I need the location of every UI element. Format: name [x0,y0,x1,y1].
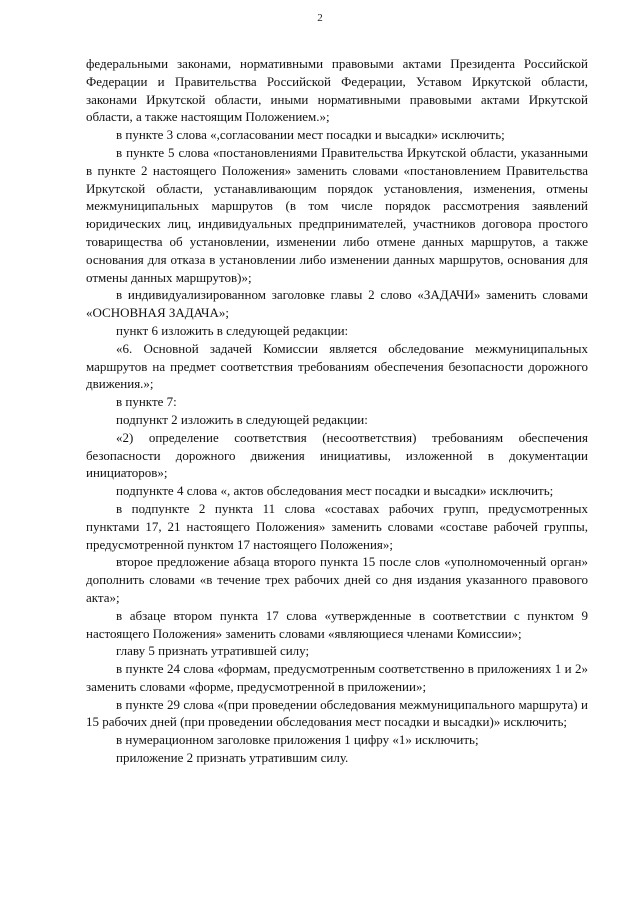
paragraph-point-15: второе предложение абзаца второго пункта 15 после слов «уполномоченный орган» дополнить словами «в течение трех рабочих дней со дня издания указанного правового акта»; [86,554,588,605]
paragraph-point-7-intro: в пункте 7: [116,394,177,410]
paragraph-point-11: в подпункте 2 пункта 11 слова «составах рабочих групп, предусмотренных пунктами 17, 21 настоящего Положения» заменить словами «составе рабочей группы, предусмотренной пунктом 17 настоящего Положения»; [86,500,588,552]
paragraph-chapter-2-heading: в индивидуализированном заголовке главы 2 слово «ЗАДАЧИ» заменить словами «ОСНОВНАЯ ЗАДАЧА»; [86,287,588,321]
paragraph-chapter-5: главу 5 признать утратившей силу; [116,643,310,659]
paragraph-point-6-text: «6. Основной задачей Комиссии является обследование межмуниципальных маршрутов на предмет соответствия требованиям обеспечения безопасности дорожного движения.»; [86,340,588,392]
document-body [86,55,588,767]
paragraph-point-5: в пункте 5 слова «постановлениями Правительства Иркутской области, указанными в пункте 2 настоящего Положения» заменить словами «постановлением Правительства Иркутской области, устанавливающим порядок установления, изменения, отмены межмуниципальных маршрутов (в том числе порядок рассмотрения заявлений юридических лиц, индивидуальных предпринимателей, участников договора простого товарищества об установлении, изменении либо отмене данных маршрутов, а также основания для отказа в установлении либо изменении данных маршрутов, основания для отмены данных маршрутов)»; [86,144,588,285]
paragraph-appendix-2: приложение 2 признать утратившим силу. [116,750,349,766]
page-number: 2 [317,12,323,24]
paragraph-point-29: в пункте 29 слова «(при проведении обследования межмуниципального маршрута) и 15 рабочих дней (при проведении обследования мест посадки и высадки)» исключить; [86,696,588,730]
paragraph-point-17: в абзаце втором пункта 17 слова «утвержденные в соответствии с пунктом 9 настоящего Положения» заменить словами «являющиеся членами Комиссии»; [86,607,588,641]
paragraph-appendix-1: в нумерационном заголовке приложения 1 цифру «1» исключить; [116,732,479,748]
paragraph-subpoint-2-intro: подпункт 2 изложить в следующей редакции: [116,411,368,427]
paragraph-subpoint-4: подпункте 4 слова «, актов обследования мест посадки и высадки» исключить; [116,483,554,499]
paragraph-point-24: в пункте 24 слова «формам, предусмотренным соответственно в приложениях 1 и 2» заменить словами «форме, предусмотренной в приложении»; [86,661,588,694]
paragraph-point-3: в пункте 3 слова «,согласовании мест посадки и высадки» исключить; [116,127,505,143]
paragraph-point-6-intro: пункт 6 изложить в следующей редакции: [116,322,349,338]
paragraph-subpoint-2-text: «2) определение соответствия (несоответствия) требованиям обеспечения безопасности дорожного движения инициативы, изложенной в документации инициаторов»; [86,429,588,481]
paragraph-federal-laws: федеральными законами, нормативными правовыми актами Президента Российской Федерации и Правительства Российской Федерации, Уставом Иркутской области, законами Иркутской области, иными нормативными правовыми актами Иркутской области, а также настоящим Положением.»; [86,56,588,125]
